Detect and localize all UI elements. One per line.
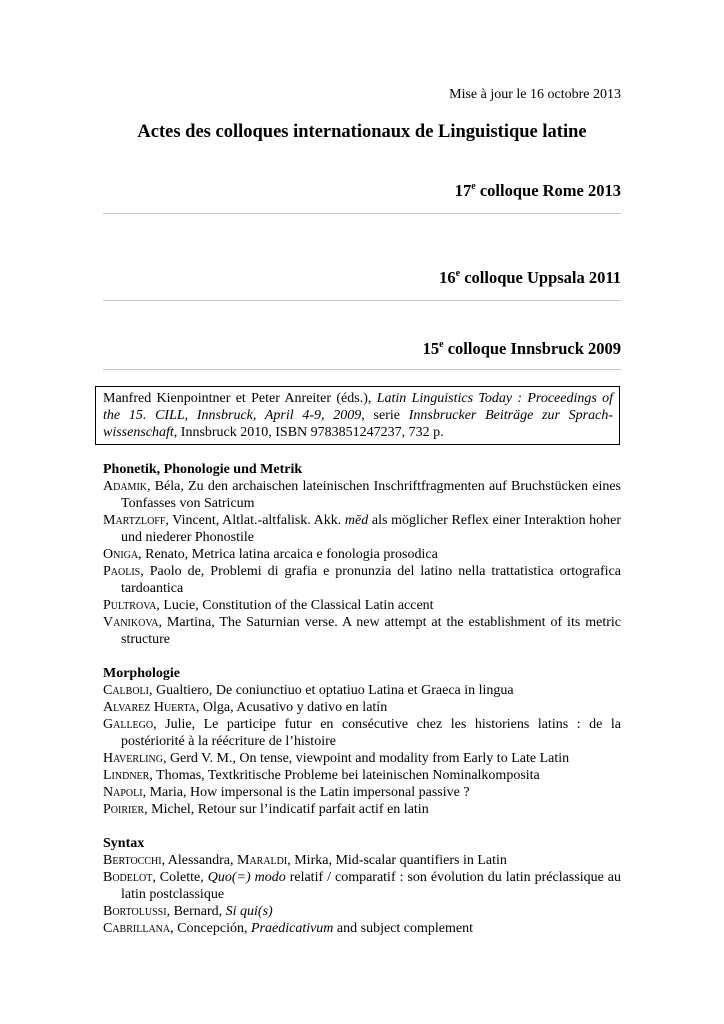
entry-text: , Bernard, [166,904,226,919]
bibliography-section [103,461,621,648]
bibliography-entry [103,614,621,648]
colloque-heading-16: 16e colloque Uppsala 2011 [439,268,621,287]
bibliography-entry [103,478,621,512]
entry-text: , Michel, Retour sur l’indicatif parfait actif en latin [144,802,429,817]
author-surname: Bertocchi [103,853,162,868]
entry-text: , Vincent, Altlat.-altfalisk. Akk. [165,513,345,528]
bibliography-entry [103,512,621,546]
bibliography-entry [103,750,621,767]
author-surname: Gallego [103,717,154,732]
entry-text: , Julie, Le participe futur en consécutive chez les historiens latins : de la postériorité à la réécriture de l’histoire [121,717,621,749]
divider-line [103,213,621,214]
colloque-heading-17: 17e colloque Rome 2013 [454,181,621,200]
bibliography-entry [103,869,621,903]
page-title: Actes des colloques internationaux de Linguistique latine [137,122,587,142]
author-surname: Napoli [103,785,143,800]
bibliography-entry [103,563,621,597]
entry-text: , Alessandra, [161,853,237,868]
bibliography-entry [103,903,621,920]
section-heading: Morphologie [103,666,180,681]
entry-text: relatif / comparatif : son évolution du latin préclassique au latin postclassique [121,870,621,902]
author-surname: Alvarez Huerta [103,700,196,715]
author-surname: Poirier [103,802,145,817]
author-surname: Bodelot [103,870,153,885]
italic-term: Praedicativum [251,921,334,936]
entry-text: , Lucie, Constitution of the Classical Latin accent [156,598,434,613]
entry-text: als möglicher Reflex einer Interaktion hoher und niederer Phonostile [121,513,621,545]
bibliography-section [103,665,621,818]
author-surname: Lindner [103,768,150,783]
author-surname: Bortolussi [103,904,167,919]
divider-line [103,369,621,370]
bibliography-entry [103,801,621,818]
divider-line [103,300,621,301]
author-surname: Oniga [103,547,139,562]
bibliography-sections [103,461,621,954]
author-surname: Cabrillana [103,921,171,936]
colloque-heading-15: 15e colloque Innsbruck 2009 [422,339,621,358]
entry-text: , Concepción, [170,921,251,936]
entry-text: , Renato, Metrica latina arcaica e fonologia prosodica [138,547,438,562]
entry-text: , Mirka, Mid-scalar quantifiers in Latin [287,853,507,868]
bibliography-entry [103,597,621,614]
entry-text: , Béla, Zu den archaischen lateinischen Inschriftfragmenten auf Bruchstücken eines Tonfasses von Satricum [121,479,621,511]
entry-text: , Gerd V. M., On tense, viewpoint and modality from Early to Late Latin [162,751,570,766]
entry-text: , Colette, [152,870,208,885]
bibliography-entry [103,852,621,869]
author-surname: Paolis [103,564,141,579]
bibliography-entry [103,699,621,716]
bibliography-entry [103,546,621,563]
author-surname: Vanikova [103,615,159,630]
bibliography-entry [103,767,621,784]
entry-text: , Thomas, Textkritische Probleme bei lateinischen Nominalkomposita [149,768,540,783]
italic-term: Si qui(s) [225,904,273,919]
bibliography-entry [103,920,621,937]
section-heading: Syntax [103,836,145,851]
proceedings-citation-box: Manfred Kienpointner et Peter Anreiter (éds.), Latin Linguistics Today : Proceedings of the 15. CILL, Innsbruck, April 4-9, 2009, serie Innsbrucker Beiträge zur Sprach-wissenschaft, Innsbruck 2010, ISBN 9783851247237, 732 p. [95,386,620,445]
bibliography-section [103,835,621,937]
update-date: Mise à jour le 16 octobre 2013 [449,87,621,102]
italic-term: Quo(=) modo [207,870,286,885]
author-surname: Haverling [103,751,163,766]
bibliography-entry [103,716,621,750]
entry-text: and subject complement [333,921,473,936]
author-surname: Maraldi [237,853,288,868]
section-heading: Phonetik, Phonologie und Metrik [103,462,303,477]
bibliography-entry [103,682,621,699]
entry-text: , Olga, Acusativo y dativo en latín [195,700,388,715]
author-surname: Adamik [103,479,147,494]
entry-text: , Gualtiero, De coniunctiuo et optatiuo Latina et Graeca in lingua [149,683,514,698]
entry-text: , Maria, How impersonal is the Latin impersonal passive ? [142,785,470,800]
author-surname: Calboli [103,683,149,698]
entry-text: , Martina, The Saturnian verse. A new attempt at the establishment of its metric structure [121,615,621,647]
entry-text: , Paolo de, Problemi di grafia e pronunzia del latino nella trattatistica ortografica tardoantica [121,564,621,596]
bibliography-entry [103,784,621,801]
italic-term: mēd [344,513,369,528]
author-surname: Pultrova [103,598,157,613]
author-surname: Martzloff [103,513,166,528]
